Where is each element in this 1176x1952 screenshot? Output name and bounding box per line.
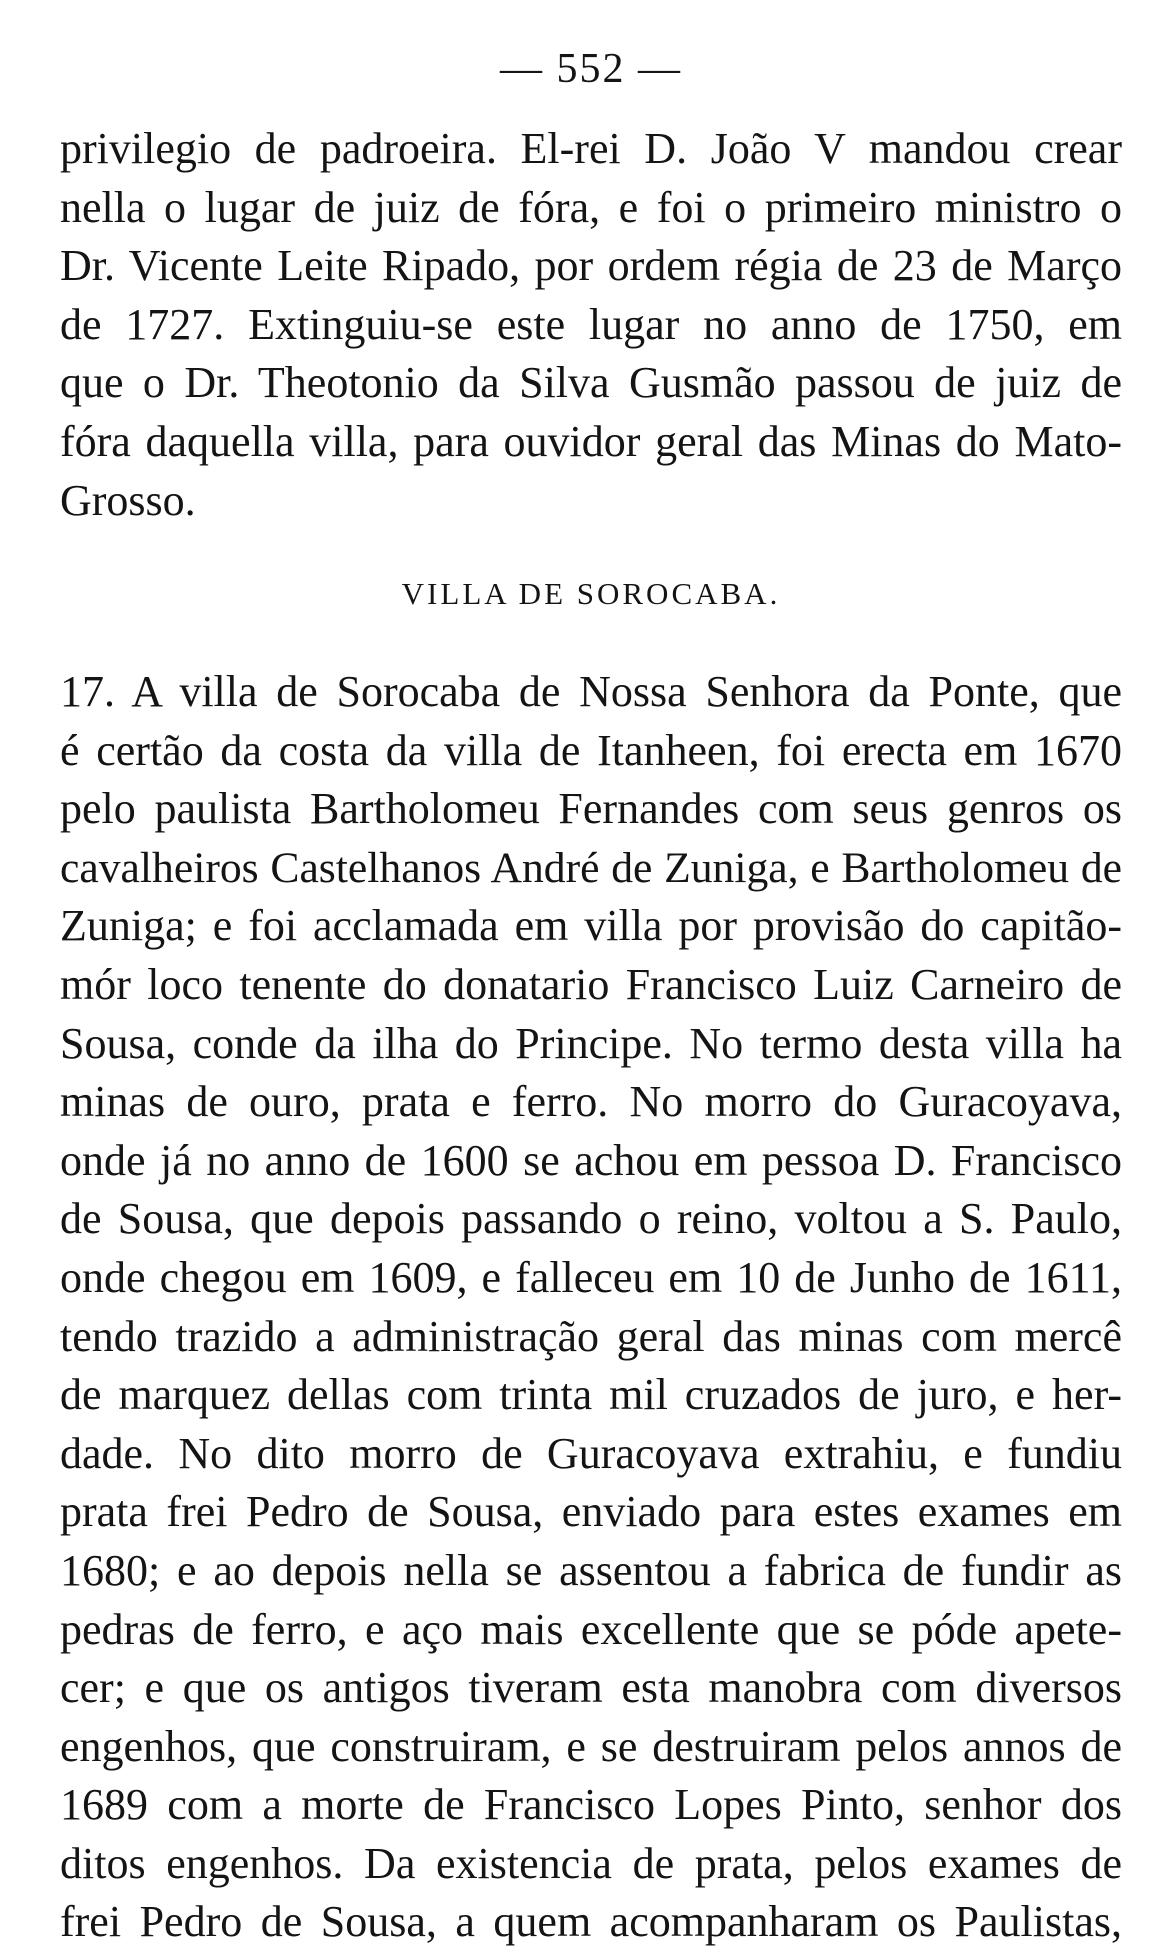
text-line: de 1727. Extinguiu-se este lugar no anno de 1750, em: [60, 299, 1122, 349]
text-line: Zuniga; e foi acclamada em villa por provisão do capitão-: [60, 901, 1122, 951]
text-line: dade. No dito morro de Guracoyava extrahiu, e fundiu: [60, 1428, 1122, 1478]
text-line: de marquez dellas com trinta mil cruzados de juro, e her-: [60, 1370, 1122, 1420]
text-line: mór loco tenente do donatario Francisco Luiz Carneiro de: [60, 959, 1122, 1009]
text-line: de Sousa, que depois passando o reino, voltou a S. Paulo,: [60, 1194, 1122, 1244]
text-line: cavalheiros Castelhanos André de Zuniga, e Bartholomeu de: [60, 843, 1122, 892]
text-line: é certão da costa da villa de Itanheen, foi erecta em 1670: [60, 725, 1122, 775]
text-line: 1689 com a morte de Francisco Lopes Pinto, senhor dos: [60, 1780, 1122, 1830]
text-line: onde chegou em 1609, e falleceu em 10 de Junho de 1611,: [60, 1252, 1122, 1302]
text-line: nella o lugar de juiz de fóra, e foi o primeiro ministro o: [60, 182, 1122, 232]
paragraph-17: [60, 663, 1122, 1952]
text-line: tendo trazido a administração geral das minas com mercê: [60, 1311, 1122, 1361]
page-number: — 552 —: [500, 46, 682, 92]
text-line: minas de ouro, prata e ferro. No morro do Guracoyava,: [60, 1077, 1122, 1127]
text-line: Grosso.: [60, 475, 196, 525]
text-line: que o Dr. Theotonio da Silva Gusmão passou de juiz de: [60, 358, 1122, 408]
text-line: 17. A villa de Sorocaba de Nossa Senhora da Ponte, que: [60, 667, 1122, 716]
text-line: prata frei Pedro de Sousa, enviado para estes exames em: [60, 1487, 1122, 1537]
section-heading: VILLA DE SOROCABA.: [401, 576, 781, 611]
text-line: pedras de ferro, e aço mais excellente que se póde apete-: [60, 1604, 1122, 1654]
text-line: Sousa, conde da ilha do Principe. No termo desta villa ha: [60, 1018, 1122, 1068]
text-line: onde já no anno de 1600 se achou em pessoa D. Francisco: [60, 1135, 1122, 1185]
paragraph-continuation: [60, 120, 1122, 530]
text-line: fóra daquella villa, para ouvidor geral das Minas do Mato-: [60, 416, 1122, 466]
text-line: privilegio de padroeira. El-rei D. João V mandou crear: [60, 124, 1122, 173]
text-line: 1680; e ao depois nella se assentou a fabrica de fundir as: [60, 1545, 1122, 1595]
text-line: frei Pedro de Sousa, a quem acompanharam os Paulistas,: [60, 1897, 1122, 1947]
text-line: pelo paulista Bartholomeu Fernandes com seus genros os: [60, 784, 1122, 834]
text-line: engenhos, que construiram, e se destruiram pelos annos de: [60, 1721, 1122, 1771]
text-line: ditos engenhos. Da existencia de prata, pelos exames de: [60, 1838, 1122, 1888]
text-line: cer; e que os antigos tiveram esta manobra com diversos: [60, 1663, 1122, 1713]
text-line: Dr. Vicente Leite Ripado, por ordem régia de 23 de Março: [60, 241, 1122, 291]
